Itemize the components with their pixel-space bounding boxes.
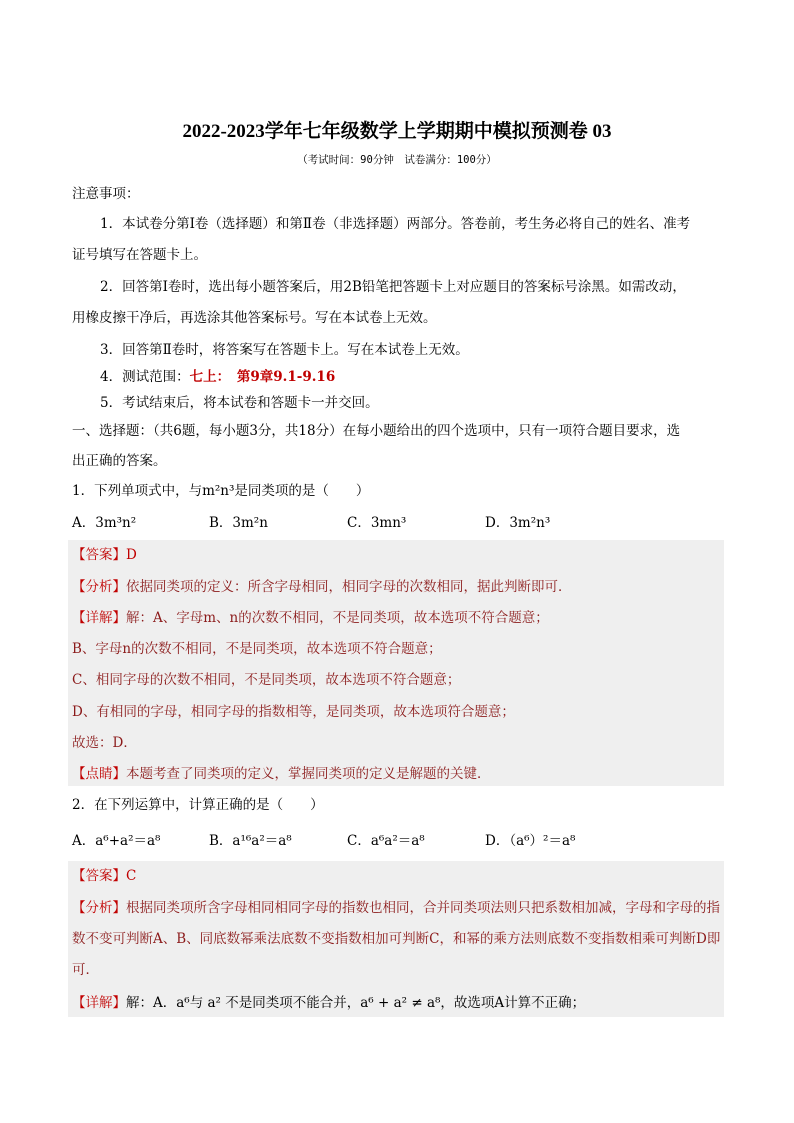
q2-option-b: B．a¹⁶a²＝a⁸: [209, 833, 292, 849]
note-2b: 用橡皮擦干净后，再选涂其他答案标号。写在本试卷上无效。: [72, 310, 437, 326]
q2-analysis: 【分析】根据同类项所含字母相同相同字母的指数也相同，合并同类项法则只把系数相加减，字母和字母的指数不变可判断A、B、同底数幂乘法底数不变指数相加可判断C，和幂的乘方法则底数不变指数相乘可判断D即可．: [72, 900, 721, 978]
q1-option-d: D．3m²n³: [485, 515, 551, 531]
note-1a: 1．本试卷分第Ⅰ卷（选择题）和第Ⅱ卷（非选择题）两部分。答卷前，考生务必将自己的姓名、准考: [100, 216, 691, 232]
note-4-prefix: 4．测试范围：: [100, 369, 190, 385]
q1-option-c: C．3mn³: [347, 515, 407, 531]
q1-option-b: B．3m²n: [209, 515, 268, 531]
q1-comment: 【点睛】本题考查了同类项的定义，掌握同类项的定义是解题的关键．: [72, 766, 491, 782]
q2-option-a: A．a⁶+a²＝a⁸: [72, 833, 161, 849]
q1-detail-4: D、有相同的字母，相同字母的指数相等，是同类项，故本选项符合题意；: [72, 704, 515, 720]
exam-info: （考试时间：90分钟 试卷满分：100分）: [297, 154, 497, 166]
q1-detail-1: 【详解】解：A、字母m、n的次数不相同，不是同类项，故本选项不符合题意；: [72, 610, 549, 626]
q2-option-c: C．a⁶a²＝a⁸: [347, 833, 425, 849]
q1-analysis: 【分析】依据同类项的定义：所含字母相同，相同字母的次数相同，据此判断即可．: [72, 579, 572, 595]
q1-detail-5: 故选：D．: [72, 735, 137, 751]
note-5: 5．考试结束后，将本试卷和答题卡一并交回。: [100, 395, 379, 411]
q1-answer: 【答案】D: [72, 547, 137, 563]
q1-detail-2: B、字母n的次数不相同，不是同类项，故本选项不符合题意；: [72, 641, 442, 657]
notes-heading: 注意事项：: [72, 186, 140, 202]
test-range: 七上： 第9章9.1-9.16: [189, 369, 336, 385]
q2-answer: 【答案】C: [72, 868, 137, 884]
note-1b: 证号填写在答题卡上。: [72, 247, 207, 263]
note-3: 3．回答第Ⅱ卷时，将答案写在答题卡上。写在本试卷上无效。: [100, 342, 469, 358]
note-4: [100, 367, 335, 387]
q2-detail: 【详解】解：A．a⁶与 a² 不是同类项不能合并，a⁶ + a² ≠ a⁸，故选项A计算不正确；: [72, 995, 586, 1011]
q2-option-d: D．（a⁶）²＝a⁸: [485, 833, 576, 849]
note-2a: 2．回答第Ⅰ卷时，选出每小题答案后，用2B铅笔把答题卡上对应题目的答案标号涂黑。如需改动，: [100, 279, 686, 295]
q1-stem: 1．下列单项式中，与m²n³是同类项的是（ ）: [72, 483, 370, 499]
section-heading-line2: 出正确的答案。: [72, 453, 167, 469]
q1-detail-3: C、相同字母的次数不相同，不是同类项，故本选项不符合题意；: [72, 672, 461, 688]
q1-option-a: A．3m³n²: [72, 515, 137, 531]
section-heading-line1: 一、选择题：（共6题，每小题3分，共18分）在每小题给出的四个选项中，只有一项符合题目要求，选: [72, 423, 681, 439]
q2-stem: 2．在下列运算中，计算正确的是（ ）: [72, 797, 324, 813]
page-title: 2022-2023学年七年级数学上学期期中模拟预测卷 03: [182, 121, 612, 142]
